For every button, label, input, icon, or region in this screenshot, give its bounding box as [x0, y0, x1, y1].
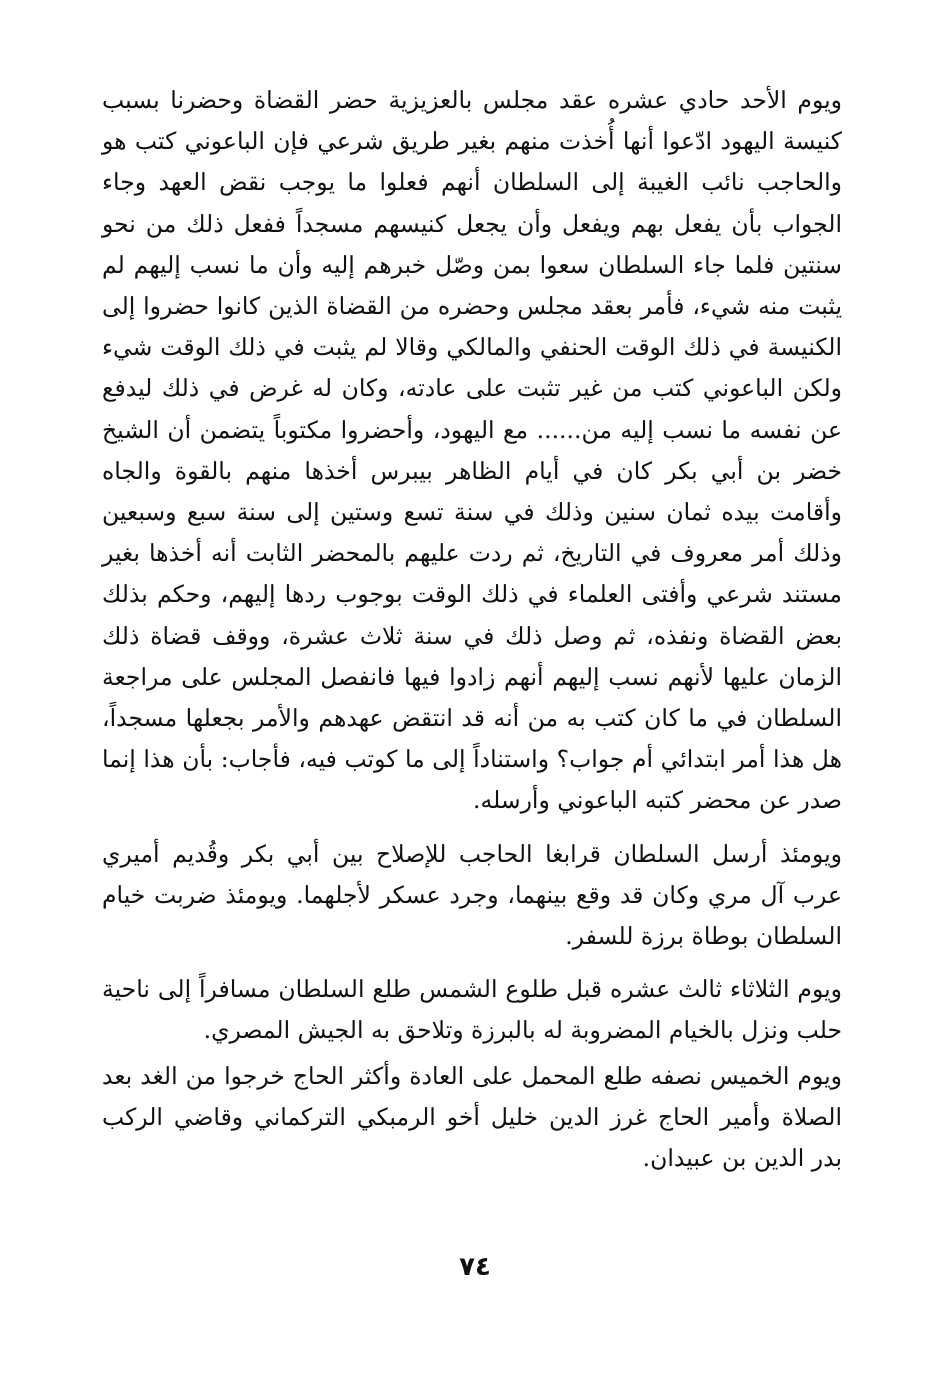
paragraph-3: ويوم الثلاثاء ثالث عشره قبل طلوع الشمس طلع السلطان مسافراً إلى ناحية حلب ونزل بالخيام المضروبة له بالبرزة وتلاحق به الجيش المصري. [102, 975, 842, 1045]
paragraph-1: ويوم الأحد حادي عشره عقد مجلس بالعزيزية حضر القضاة وحضرنا بسبب كنيسة اليهود ادّعوا أنها أُخذت منهم بغير طريق شرعي فإن الباعوني كتب هو والحاجب نائب الغيبة إلى السلطان أنهم فعلوا ما يوجب نقض العهد وجاء الجواب بأن يفعل بهم ويفعل وأن يجعل كنيسهم مسجداً ففعل ذلك من نحو سنتين فلما جاء السلطان سعوا بمن وصّل خبرهم إليه وأن ما نسب إليهم لم يثبت منه شيء، فأمر بعقد مجلس وحضره من القضاة الذين كانوا حضروا إلى الكنيسة في ذلك الوقت الحنفي والمالكي وقالا لم يثبت في ذلك الوقت شيء ولكن الباعوني كتب من غير تثبت على عادته، وكان له غرض في ذلك ليدفع عن نفسه ما نسب إليه من...... مع اليهود، وأحضروا مكتوباً يتضمن أن الشيخ خضر بن أبي بكر كان في أيام الظاهر بيبرس أخذها منهم بالقوة والجاه وأقامت بيده ثمان سنين وذلك في سنة تسع وستين إلى سنة سبع وسبعين وذلك أمر معروف في التاريخ، ثم ردت عليهم بالمحضر الثابت أنه أخذها بغير مستند شرعي وأفتى العلماء في ذلك الوقت بوجوب ردها إليهم، وحكم بذلك بعض القضاة ونفذه، ثم وصل ذلك في سنة ثلاث عشرة، ووقف قضاة ذلك الزمان عليها لأنهم نسب إليهم أنهم زادوا فيها فانفصل المجلس على مراجعة السلطان في ما كان كتب به من أنه قد انتقض عهدهم والأمر بجعلها مسجداً، هل هذا أمر ابتدائي أم جواب؟ واستناداً إلى ما كوتب فيه، فأجاب: بأن هذا إنما صدر عن محضر كتبه الباعوني وأرسله. [102, 86, 842, 815]
paragraph-2: ويومئذ أرسل السلطان قرابغا الحاجب للإصلاح بين أبي بكر وقُديم أميري عرب آل مري وكان قد وقع بينهما، وجرد عسكر لأجلهما. ويومئذ ضربت خيام السلطان بوطاة برزة للسفر. [102, 839, 842, 951]
page-number: ٧٤ [459, 1252, 491, 1282]
paragraph-4: ويوم الخميس نصفه طلع المحمل على العادة وأكثر الحاج خرجوا من الغد بعد الصلاة وأمير الحاج غرز الدين خليل أخو الرمبكي التركماني وقاضي الركب بدر الدين بن عبيدان. [102, 1061, 842, 1173]
page-body [102, 80, 842, 1179]
